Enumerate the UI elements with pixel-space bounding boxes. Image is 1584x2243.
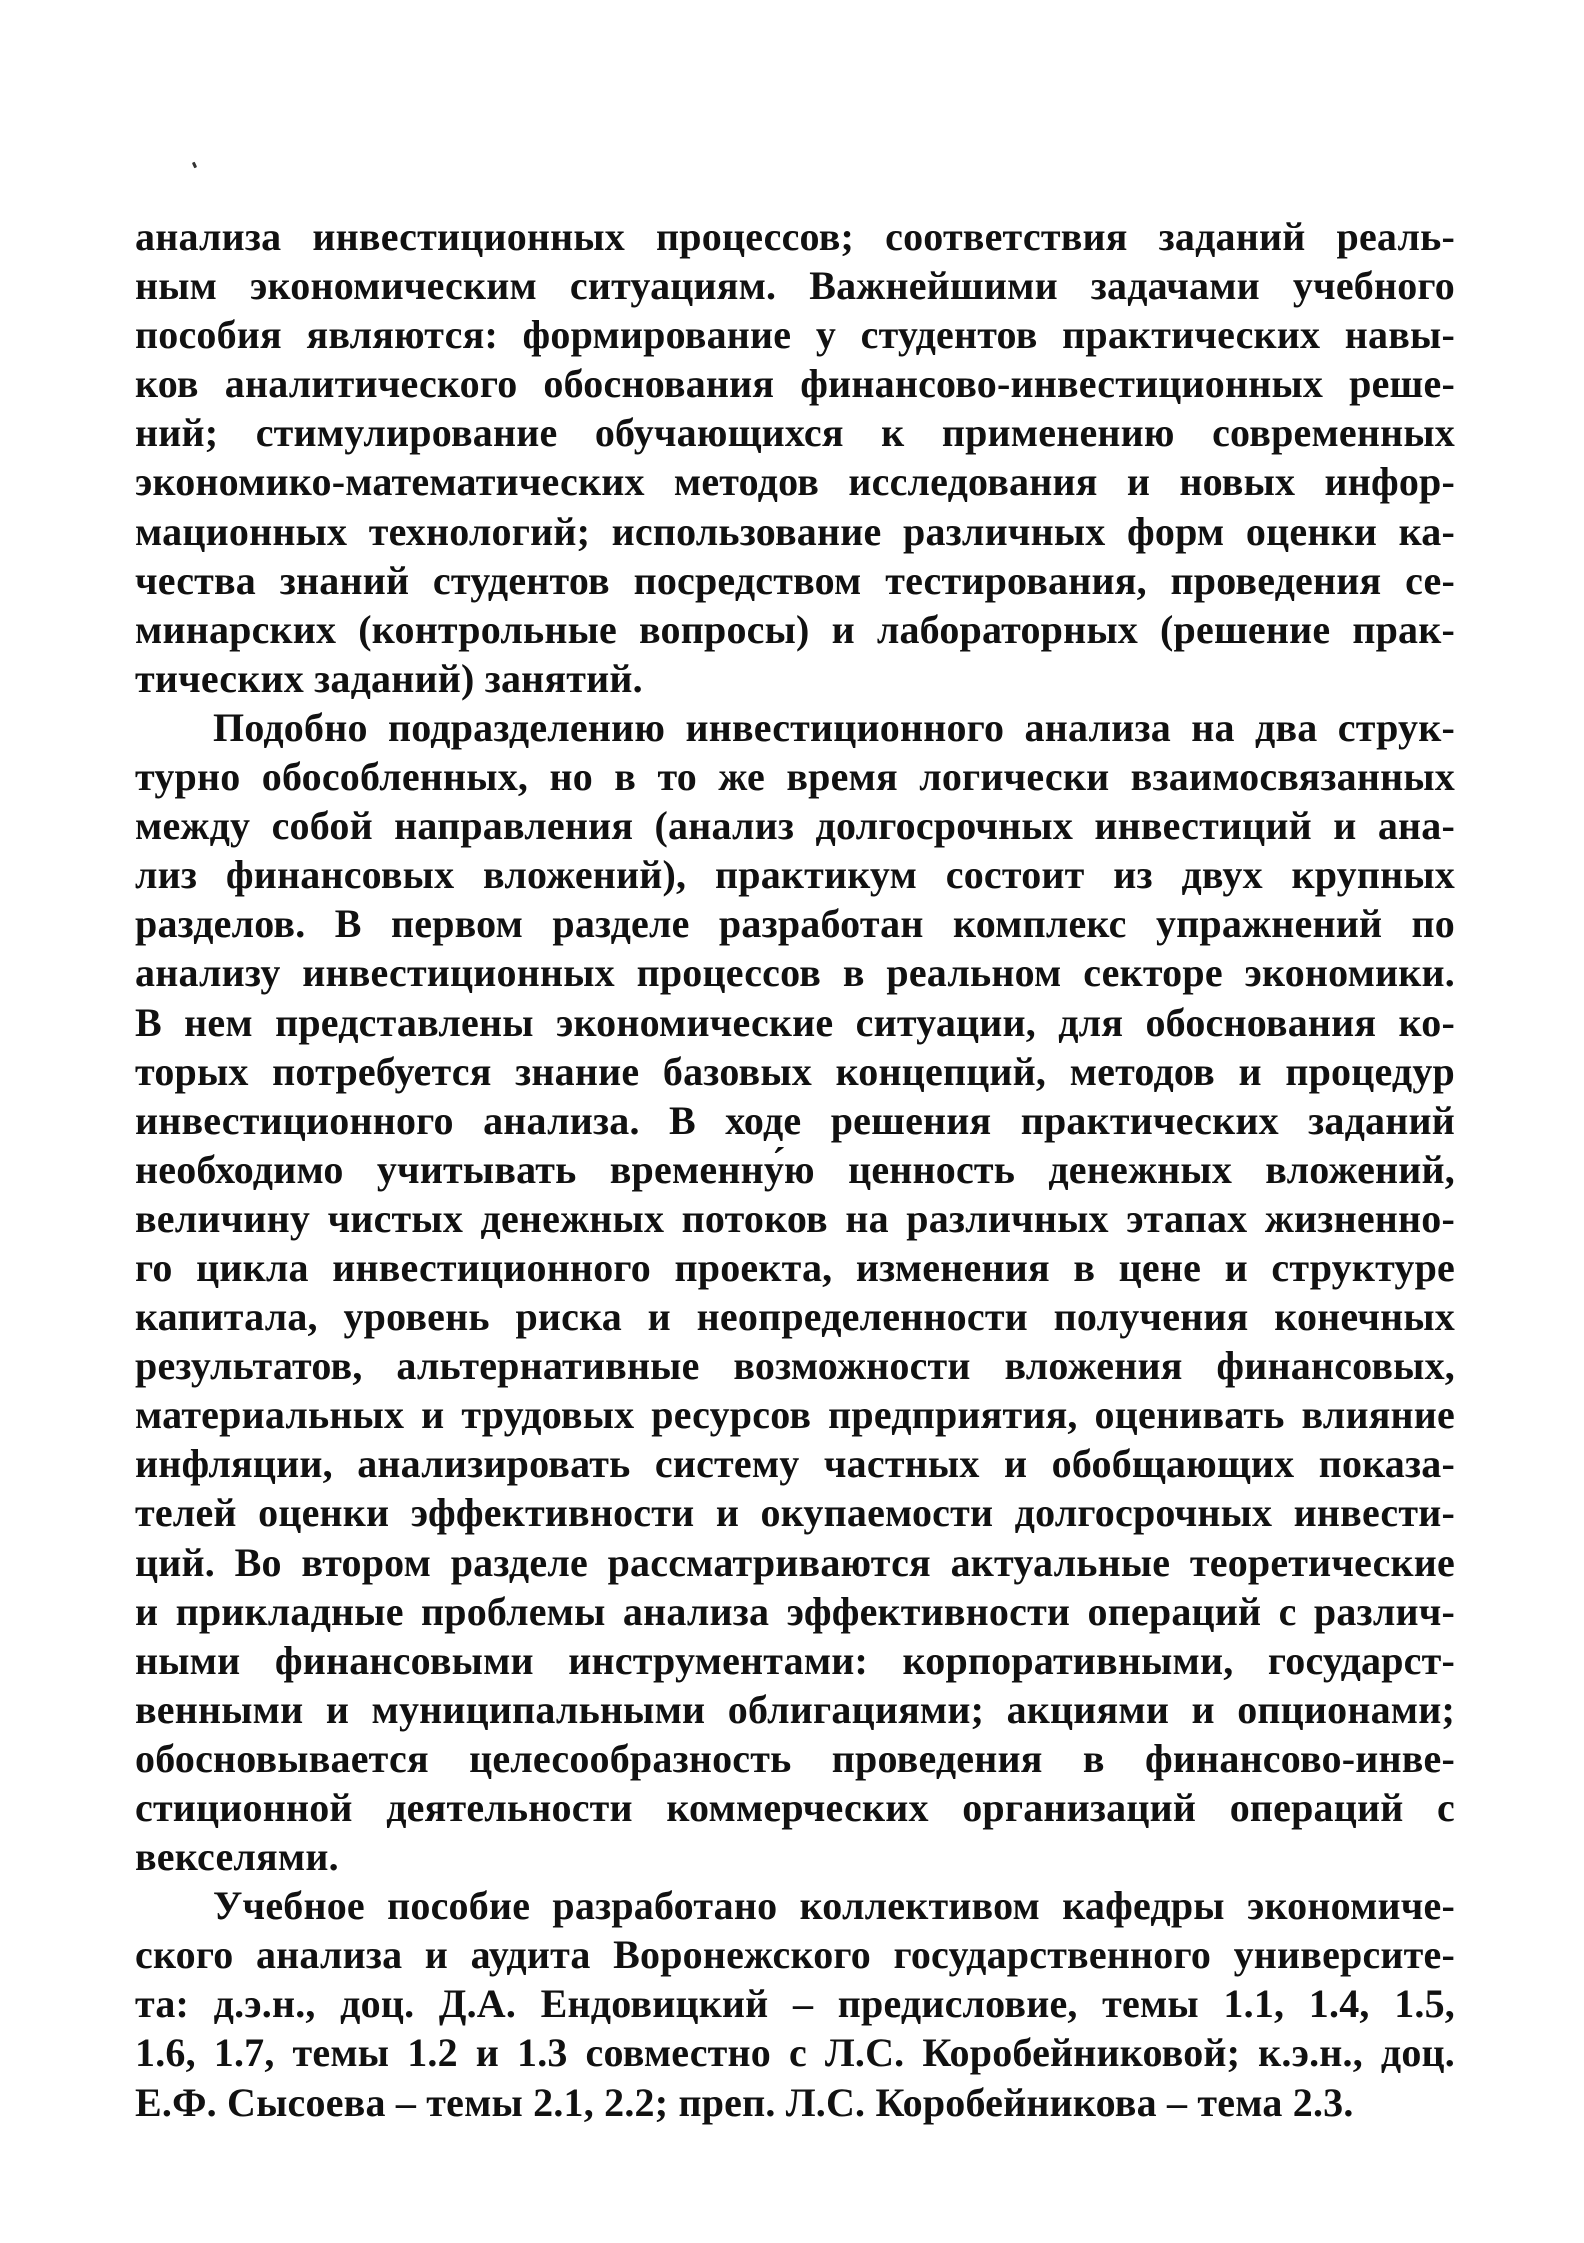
text-line: необходимо учитывать временну́ю ценность денежных вложений, bbox=[135, 1146, 1455, 1192]
text-line: инвестиционного анализа. В ходе решения практических заданий bbox=[135, 1097, 1455, 1143]
text-line: ского анализа и аудита Воронежского государственного университе- bbox=[135, 1932, 1455, 1978]
text-line: В нем представлены экономические ситуации, для обоснования ко- bbox=[135, 999, 1455, 1045]
text-line: анализа инвестиционных процессов; соответствия заданий реаль- bbox=[135, 214, 1455, 259]
text-line: венными и муниципальными облигациями; акциями и опционами; bbox=[135, 1686, 1455, 1732]
text-line: обосновывается целесообразность проведения в финансово-инве- bbox=[135, 1735, 1455, 1781]
text-line: чества знаний студентов посредством тестирования, проведения се- bbox=[135, 557, 1455, 603]
text-line: ным экономическим ситуациям. Важнейшими задачами учебного bbox=[135, 263, 1455, 309]
text-line: ций. Во втором разделе рассматриваются актуальные теоретические bbox=[135, 1539, 1455, 1585]
text-line: го цикла инвестиционного проекта, изменения в цене и структуре bbox=[135, 1244, 1455, 1290]
text-line: минарских (контрольные вопросы) и лабораторных (решение прак- bbox=[135, 606, 1455, 652]
text-line: инфляции, анализировать систему частных и обобщающих показа- bbox=[135, 1441, 1455, 1487]
text-line: между собой направления (анализ долгосрочных инвестиций и ана- bbox=[135, 803, 1455, 849]
text-line: 1.6, 1.7, темы 1.2 и 1.3 совместно с Л.С. Коробейниковой; к.э.н., доц. bbox=[135, 2030, 1455, 2076]
text-line: лиз финансовых вложений), практикум состоит из двух крупных bbox=[135, 852, 1455, 898]
text-line: Учебное пособие разработано коллективом кафедры экономиче- bbox=[213, 1883, 1455, 1929]
paragraph-structure bbox=[135, 703, 1455, 1881]
text-line: пособия являются: формирование у студентов практических навы- bbox=[135, 312, 1455, 358]
text-line: тических заданий) занятий. bbox=[135, 655, 643, 701]
text-line: капитала, уровень риска и неопределенности получения конечных bbox=[135, 1294, 1455, 1340]
text-line: ными финансовыми инструментами: корпоративными, государст- bbox=[135, 1637, 1455, 1683]
text-line: ний; стимулирование обучающихся к применению современных bbox=[135, 410, 1455, 456]
text-line: ков аналитического обоснования финансово-инвестиционных реше- bbox=[135, 361, 1455, 407]
paragraph-authors bbox=[135, 1881, 1455, 2126]
text-line: та: д.э.н., доц. Д.А. Ендовицкий – предисловие, темы 1.1, 1.4, 1.5, bbox=[135, 1981, 1455, 2027]
text-line: экономико-математических методов исследования и новых инфор- bbox=[135, 459, 1455, 505]
paragraph-goals bbox=[135, 212, 1455, 703]
text-line: торых потребуется знание базовых концепций, методов и процедур bbox=[135, 1048, 1455, 1094]
scan-speck bbox=[192, 162, 197, 169]
text-line: и прикладные проблемы анализа эффективности операций с различ- bbox=[135, 1588, 1455, 1634]
body-text bbox=[135, 212, 1455, 2127]
text-line: турно обособленных, но в то же время логически взаимосвязанных bbox=[135, 754, 1455, 800]
text-line: результатов, альтернативные возможности вложения финансовых, bbox=[135, 1343, 1455, 1389]
text-line: разделов. В первом разделе разработан комплекс упражнений по bbox=[135, 901, 1455, 947]
text-line: материальных и трудовых ресурсов предприятия, оценивать влияние bbox=[135, 1392, 1455, 1438]
text-line: телей оценки эффективности и окупаемости долгосрочных инвести- bbox=[135, 1490, 1455, 1536]
text-line: векселями. bbox=[135, 1834, 339, 1880]
text-line: мационных технологий; использование различных форм оценки ка- bbox=[135, 508, 1455, 554]
text-line: величину чистых денежных потоков на различных этапах жизненно- bbox=[135, 1195, 1455, 1241]
text-line: стиционной деятельности коммерческих организаций операций с bbox=[135, 1785, 1455, 1830]
text-line: Подобно подразделению инвестиционного анализа на два струк- bbox=[213, 704, 1455, 750]
text-line: Е.Ф. Сысоева – темы 2.1, 2.2; преп. Л.С. Коробейникова – тема 2.3. bbox=[135, 2079, 1354, 2125]
text-line: анализу инвестиционных процессов в реальном секторе экономики. bbox=[135, 950, 1455, 996]
